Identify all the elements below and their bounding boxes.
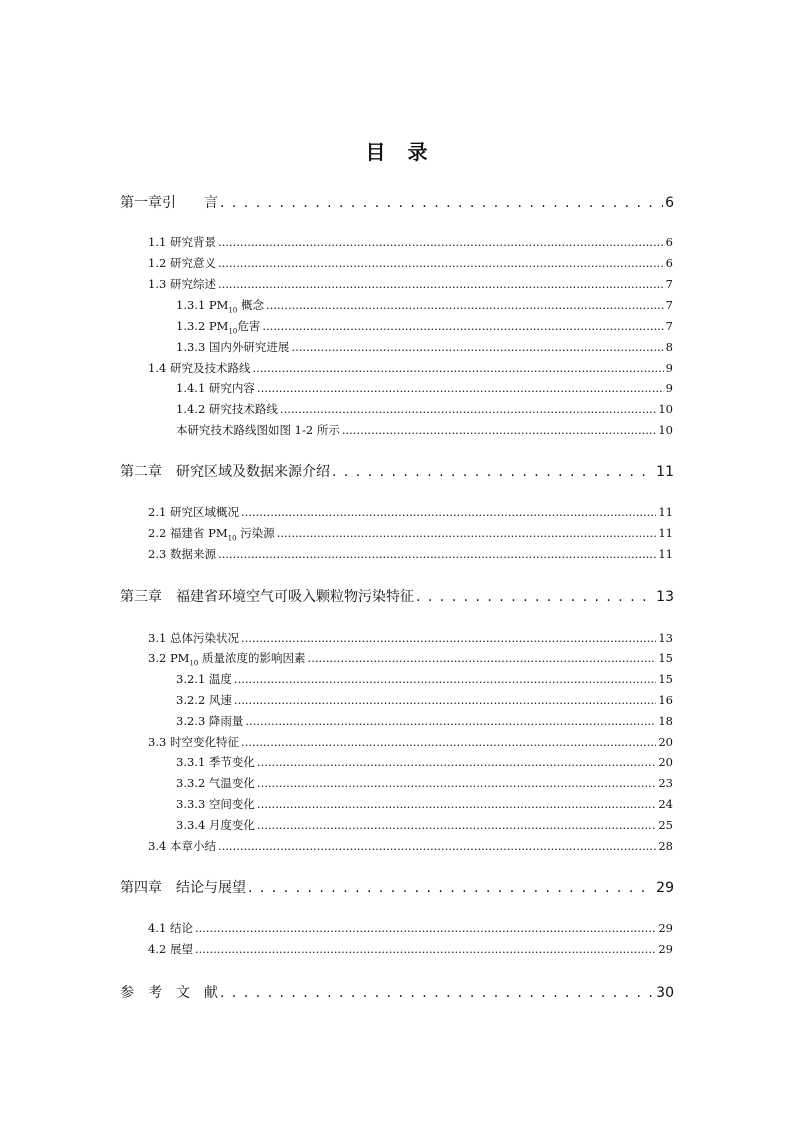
toc-section-entry[interactable]: [148, 504, 673, 520]
toc-page-number: 11: [656, 464, 674, 480]
toc-chapter-entry[interactable]: [120, 461, 674, 481]
toc-page-number: 24: [658, 797, 673, 811]
toc-page-number: 10: [658, 423, 673, 437]
toc-page-number: 7: [665, 298, 673, 312]
dot-leader: [234, 693, 656, 707]
dot-leader: [241, 505, 656, 519]
toc-page-number: 29: [658, 942, 673, 956]
toc-entry-title: 1.3.3 国内外研究进展: [176, 340, 290, 354]
toc-chapter-entry[interactable]: [120, 192, 674, 212]
toc-section-entry[interactable]: [148, 234, 673, 250]
toc-entry-title: 第四章 结论与展望: [120, 880, 246, 896]
toc-entry-title: 3.2.2 风速: [176, 693, 232, 707]
dot-leader: [257, 818, 656, 832]
toc-entry-title: 第三章 福建省环境空气可吸入颗粒物污染特征: [120, 589, 414, 605]
toc-entry-title: 第一章引 言: [120, 195, 218, 211]
toc-page-number: 10: [658, 402, 673, 416]
toc-page-number: 20: [658, 735, 673, 749]
toc-section-entry[interactable]: [148, 941, 673, 957]
toc-entry-title: 3.3.4 月度变化: [176, 818, 255, 832]
toc-entry-title: 本研究技术路线图如图 1-2 所示: [176, 423, 340, 437]
toc-page-number: 23: [658, 776, 673, 790]
toc-page-number: 28: [658, 839, 673, 853]
toc-page-number: 6: [665, 195, 674, 211]
subscript: 10: [228, 327, 238, 336]
toc-page-number: 9: [665, 381, 673, 395]
toc-page-number: 6: [665, 235, 673, 249]
toc-section-entry[interactable]: [176, 297, 673, 314]
toc-entry-title: 1.3 研究综述: [148, 277, 216, 291]
toc-entry-title: 3.3.3 空间变化: [176, 797, 255, 811]
dot-leader: [416, 589, 654, 605]
toc-page-number: 29: [658, 921, 673, 935]
toc-section-entry[interactable]: [176, 318, 673, 335]
toc-section-entry[interactable]: [176, 401, 673, 417]
dot-leader: [266, 298, 664, 312]
dot-leader: [195, 942, 656, 956]
dot-leader: [218, 235, 664, 249]
toc-section-entry[interactable]: [148, 546, 673, 562]
toc-title-part: 1.3.1 PM: [176, 298, 229, 312]
toc-title-part: 3.2 PM: [148, 651, 190, 665]
toc-entry-title: 2.1 研究区域概况: [148, 505, 239, 519]
dot-leader: [220, 985, 654, 1001]
toc-entry-title: 3.2.3 降雨量: [176, 714, 244, 728]
toc-entry-title: 1.4.1 研究内容: [176, 381, 255, 395]
toc-title-part: 危害: [237, 319, 261, 333]
toc-entry-title: [148, 650, 306, 667]
toc-title-part: 质量浓度的影响因素: [198, 651, 306, 665]
toc-entry-title: 第二章 研究区域及数据来源介绍: [120, 464, 330, 480]
toc-title-part: 2.2 福建省 PM: [148, 526, 228, 540]
toc-entry-title: 3.3.1 季节变化: [176, 755, 255, 769]
toc-page-number: 7: [665, 277, 673, 291]
dot-leader: [332, 464, 654, 480]
toc-section-entry[interactable]: [176, 671, 673, 687]
dot-leader: [252, 361, 663, 375]
toc-section-entry[interactable]: [176, 817, 673, 833]
toc-page-number: 13: [658, 631, 673, 645]
toc-chapter-entry[interactable]: [120, 982, 674, 1002]
toc-entry-title: [176, 318, 260, 335]
toc-section-entry[interactable]: [176, 380, 673, 396]
toc-page-number: 11: [658, 547, 673, 561]
toc-section-entry[interactable]: [148, 525, 673, 542]
toc-entry-title: 1.4.2 研究技术路线: [176, 402, 278, 416]
toc-entry-title: 2.3 数据来源: [148, 547, 216, 561]
toc-entry-title: 1.1 研究背景: [148, 235, 216, 249]
dot-leader: [280, 402, 656, 416]
subscript: 10: [228, 306, 238, 315]
dot-leader: [257, 797, 656, 811]
toc-page-number: 11: [658, 526, 673, 540]
toc-entry-title: 4.1 结论: [148, 921, 193, 935]
toc-section-entry[interactable]: [148, 630, 673, 646]
toc-section-entry[interactable]: [148, 650, 673, 667]
toc-chapter-entry[interactable]: [120, 877, 674, 897]
dot-leader: [241, 631, 656, 645]
toc-section-entry[interactable]: [148, 255, 673, 271]
dot-leader: [218, 547, 656, 561]
dot-leader: [220, 195, 663, 211]
dot-leader: [277, 526, 657, 540]
toc-chapter-entry[interactable]: [120, 586, 674, 606]
toc-section-entry[interactable]: [148, 734, 673, 750]
toc-page-number: 18: [658, 714, 673, 728]
toc-entry-title: 参 考 文 献: [120, 985, 218, 1001]
dot-leader: [257, 776, 656, 790]
toc-page-number: 8: [665, 340, 673, 354]
toc-section-entry[interactable]: [148, 838, 673, 854]
toc-entry-title: 3.1 总体污染状况: [148, 631, 239, 645]
toc-title-part: 概念: [237, 298, 265, 312]
toc-page-number: 29: [656, 880, 674, 896]
toc-section-entry[interactable]: [176, 713, 673, 729]
toc-section-entry[interactable]: [176, 692, 673, 708]
toc-page-number: 7: [665, 319, 673, 333]
toc-section-entry[interactable]: [176, 775, 673, 791]
toc-page-number: 30: [656, 985, 674, 1001]
toc-page-number: 16: [658, 693, 673, 707]
toc-section-entry[interactable]: [148, 276, 673, 292]
toc-entry-title: 1.4 研究及技术路线: [148, 361, 251, 375]
dot-leader: [241, 735, 656, 749]
toc-page-number: 20: [658, 755, 673, 769]
toc-title-part: 1.3.2 PM: [176, 319, 229, 333]
toc-section-entry[interactable]: [148, 360, 673, 376]
toc-entry-title: 4.2 展望: [148, 942, 193, 956]
toc-page-number: 13: [656, 589, 674, 605]
toc-entry-title: 3.4 本章小结: [148, 839, 216, 853]
toc-page-number: 11: [658, 505, 673, 519]
toc-entry-title: 3.2.1 温度: [176, 672, 232, 686]
dot-leader: [234, 672, 656, 686]
toc-title-part: 污染源: [236, 526, 275, 540]
dot-leader: [291, 340, 663, 354]
toc-entry-title: 1.2 研究意义: [148, 256, 216, 270]
dot-leader: [308, 651, 657, 665]
dot-leader: [248, 880, 654, 896]
toc-section-entry[interactable]: [176, 339, 673, 355]
toc-entry-title: [148, 525, 275, 542]
toc-section-entry[interactable]: [148, 920, 673, 936]
dot-leader: [257, 755, 656, 769]
dot-leader: [245, 714, 656, 728]
dot-leader: [195, 921, 656, 935]
toc-page-number: 9: [665, 361, 673, 375]
title-char-2: 录: [407, 140, 428, 164]
toc-entry-title: [176, 297, 264, 314]
toc-entry-title: 3.3 时空变化特征: [148, 735, 239, 749]
toc-section-entry[interactable]: [176, 422, 673, 438]
toc-entry-title: 3.3.2 气温变化: [176, 776, 255, 790]
toc-page-number: 15: [658, 651, 673, 665]
toc-page-number: 25: [658, 818, 673, 832]
dot-leader: [218, 256, 664, 270]
dot-leader: [257, 381, 664, 395]
toc-section-entry[interactable]: [176, 754, 673, 770]
toc-page-number: 6: [665, 256, 673, 270]
dot-leader: [218, 839, 656, 853]
dot-leader: [262, 319, 663, 333]
toc-section-entry[interactable]: [176, 796, 673, 812]
subscript: 10: [227, 534, 237, 543]
title-char-1: 目: [365, 140, 386, 164]
page-title: [0, 136, 793, 165]
dot-leader: [342, 423, 657, 437]
subscript: 10: [189, 659, 199, 668]
dot-leader: [218, 277, 664, 291]
toc-page-number: 15: [658, 672, 673, 686]
